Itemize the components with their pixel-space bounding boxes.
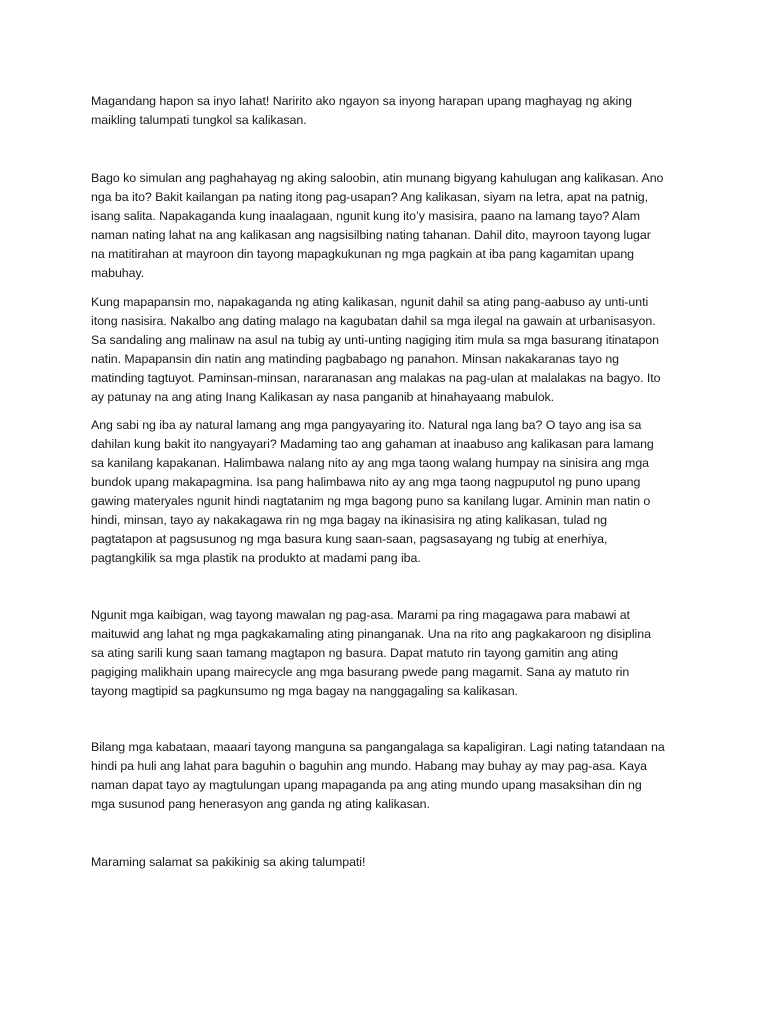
paragraph-destruction: Kung mapapansin mo, napakaganda ng ating kalikasan, ngunit dahil sa ating pang-aabuso ay unti-unti itong nasisira. Nakalbo ang dating malago na kagubatan dahil sa mga ilegal na gawain at urbanisasyon. Sa sandaling ang malinaw na asul na tubig ay unti-unting nagiging itim mula sa mga basurang itinatapon natin. Mapapansin din natin ang matinding pagbabago ng panahon. Minsan nakakaranas tayo ng matinding tagtuyot. Paminsan-minsan, nararanasan ang malakas na pag-ulan at malalakas na bagyo. Ito ay patunay na ang ating Inang Kalikasan ay nasa panganib at hinahayaang mabulok.: [91, 295, 661, 404]
paragraph-introduction: Bago ko simulan ang paghahayag ng aking saloobin, atin munang bigyang kahulugan ang kalikasan. Ano nga ba ito? Bakit kailangan pa nating itong pag-usapan? Ang kalikasan, siyam na letra, apat na patnig, isang salita. Napakaganda kung inaalagaan, ngunit kung ito’y masisira, paano na lamang tayo? Alam naman nating lahat na ang kalikasan ang nagsisilbing nating tahanan. Dahil dito, mayroon tayong lugar na matitirahan at mayroon din tayong mapagkukunan ng mga pagkain at iba pang kagamitan upang mabuhay.: [91, 171, 664, 280]
paragraph-youth: Bilang mga kabataan, maaari tayong manguna sa pangangalaga sa kapaligiran. Lagi nating tatandaan na hindi pa huli ang lahat para baguhin o baguhin ang mundo. Habang may buhay ay may pag-asa. Kaya naman dapat tayo ay magtulungan upang mapaganda pa ang ating mundo upang masaksihan din ng mga susunod pang henerasyon ang ganda ng ating kalikasan.: [91, 740, 665, 811]
paragraph-hope: Ngunit mga kaibigan, wag tayong mawalan ng pag-asa. Marami pa ring magagawa para mabawi at maituwid ang lahat ng mga pagkakamaling ating pinanganak. Una na rito ang pagkakaroon ng disiplina sa ating sarili kung saan tamang magtapon ng basura. Dapat matuto rin tayong gamitin ang ating pagiging malikhain upang mairecycle ang mga basurang pwede pang magamit. Sana ay matuto rin tayong magtipid sa pagkunsumo ng mga bagay na nanggagaling sa kalikasan.: [91, 608, 651, 698]
paragraph-closing: Maraming salamat sa pakikinig sa aking talumpati!: [91, 855, 366, 869]
paragraph-causes: Ang sabi ng iba ay natural lamang ang mga pangyayaring ito. Natural nga lang ba? O tayo ang isa sa dahilan kung bakit ito nangyayari? Madaming tao ang gahaman at inaabuso ang kalikasan para lamang sa kanilang kapakanan. Halimbawa nalang nito ay ang mga taong walang humpay na sinisira ang mga bundok upang makapagmina. Isa pang halimbawa nito ay ang mga taong nagpuputol ng puno upang gawing materyales ngunit hindi nagtatanim ng mga bagong puno sa kanilang lugar. Aminin man natin o hindi, minsan, tayo ay nakakagawa rin ng mga bagay na ikinasisira ng ating kalikasan, tulad ng pagtatapon at pagsusunog ng mga basura kung saan-saan, pagsasayang ng tubig at enerhiya, pagtangkilik sa mga plastik na produkto at madami pang iba.: [91, 418, 654, 565]
paragraph-greeting: Magandang hapon sa inyo lahat! Naririto ako ngayon sa inyong harapan upang maghayag ng aking maikling talumpati tungkol sa kalikasan.: [91, 94, 632, 127]
